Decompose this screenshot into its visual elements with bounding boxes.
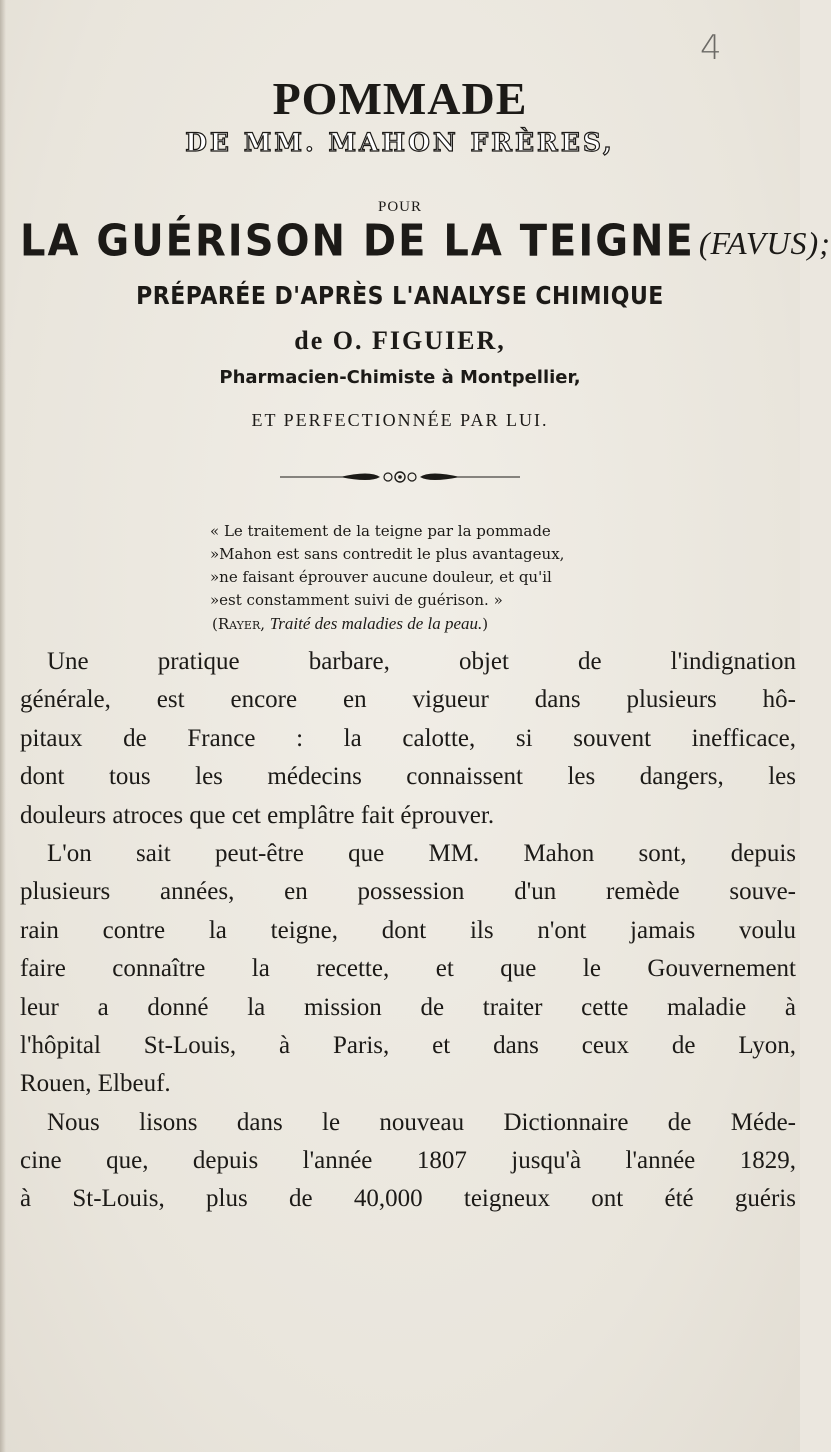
quote-line: »est constamment suivi de guérison. » [210, 591, 503, 609]
preparation-line: PRÉPARÉE D'APRÈS L'ANALYSE CHIMIQUE [136, 282, 664, 311]
handwritten-page-number: 4 [700, 28, 722, 68]
body-line: pitaux de France : la calotte, si souvent inefficace, [20, 724, 796, 752]
headline-main: LA GUÉRISON DE LA TEIGNE [20, 215, 695, 267]
document-subtitle: DE MM. MAHON FRÈRES, [185, 128, 615, 157]
headline-favus: (FAVUS); [698, 225, 831, 261]
body-line: rain contre la teigne, dont ils n'ont jamais voulu [20, 916, 796, 944]
body-line: plusieurs années, en possession d'un remède souve- [20, 878, 796, 906]
body-line: douleurs atroces que cet emplâtre fait éprouver. [20, 801, 495, 829]
ornament-divider-icon [280, 466, 520, 488]
body-text [20, 643, 796, 1219]
quote-line: « Le traitement de la teigne par la pommade [210, 522, 551, 540]
document-title: POMMADE [272, 73, 528, 124]
citation-work: Traité des maladies de la peau. [269, 614, 483, 633]
page-edge-shadow [0, 0, 6, 1452]
body-line: dont tous les médecins connaissent les dangers, les [20, 763, 796, 791]
profession-line: Pharmacien-Chimiste à Montpellier, [219, 367, 581, 388]
headline [20, 215, 831, 267]
body-line: Rouen, Elbeuf. [20, 1070, 171, 1098]
perfected-line: ET PERFECTIONNÉE PAR LUI. [251, 410, 549, 430]
body-line: à St-Louis, plus de 40,000 teigneux ont été guéris [20, 1185, 796, 1213]
quote-line: »ne faisant éprouver aucune douleur, et qu'il [210, 568, 552, 586]
author-line: de O. FIGUIER, [294, 326, 506, 355]
quote-citation: (Rayer, Traité des maladies de la peau.) [212, 614, 489, 633]
citation-author: Rayer [217, 615, 261, 633]
body-line: Nous lisons dans le nouveau Dictionnaire de Méde- [47, 1108, 796, 1136]
body-line: Une pratique barbare, objet de l'indignation [47, 648, 796, 675]
body-line: faire connaître la recette, et que le Gouvernement [20, 955, 796, 983]
body-line: générale, est encore en vigueur dans plusieurs hô- [20, 686, 796, 714]
body-line: cine que, depuis l'année 1807 jusqu'à l'année 1829, [20, 1147, 796, 1175]
pour-label: POUR [377, 199, 422, 215]
body-line: L'on sait peut-être que MM. Mahon sont, depuis [47, 839, 796, 867]
epigraph-quote [210, 520, 710, 636]
body-line: l'hôpital St-Louis, à Paris, et dans ceux de Lyon, [20, 1031, 796, 1059]
body-line: leur a donné la mission de traiter cette maladie à [20, 993, 796, 1021]
quote-line: »Mahon est sans contredit le plus avantageux, [210, 545, 565, 563]
